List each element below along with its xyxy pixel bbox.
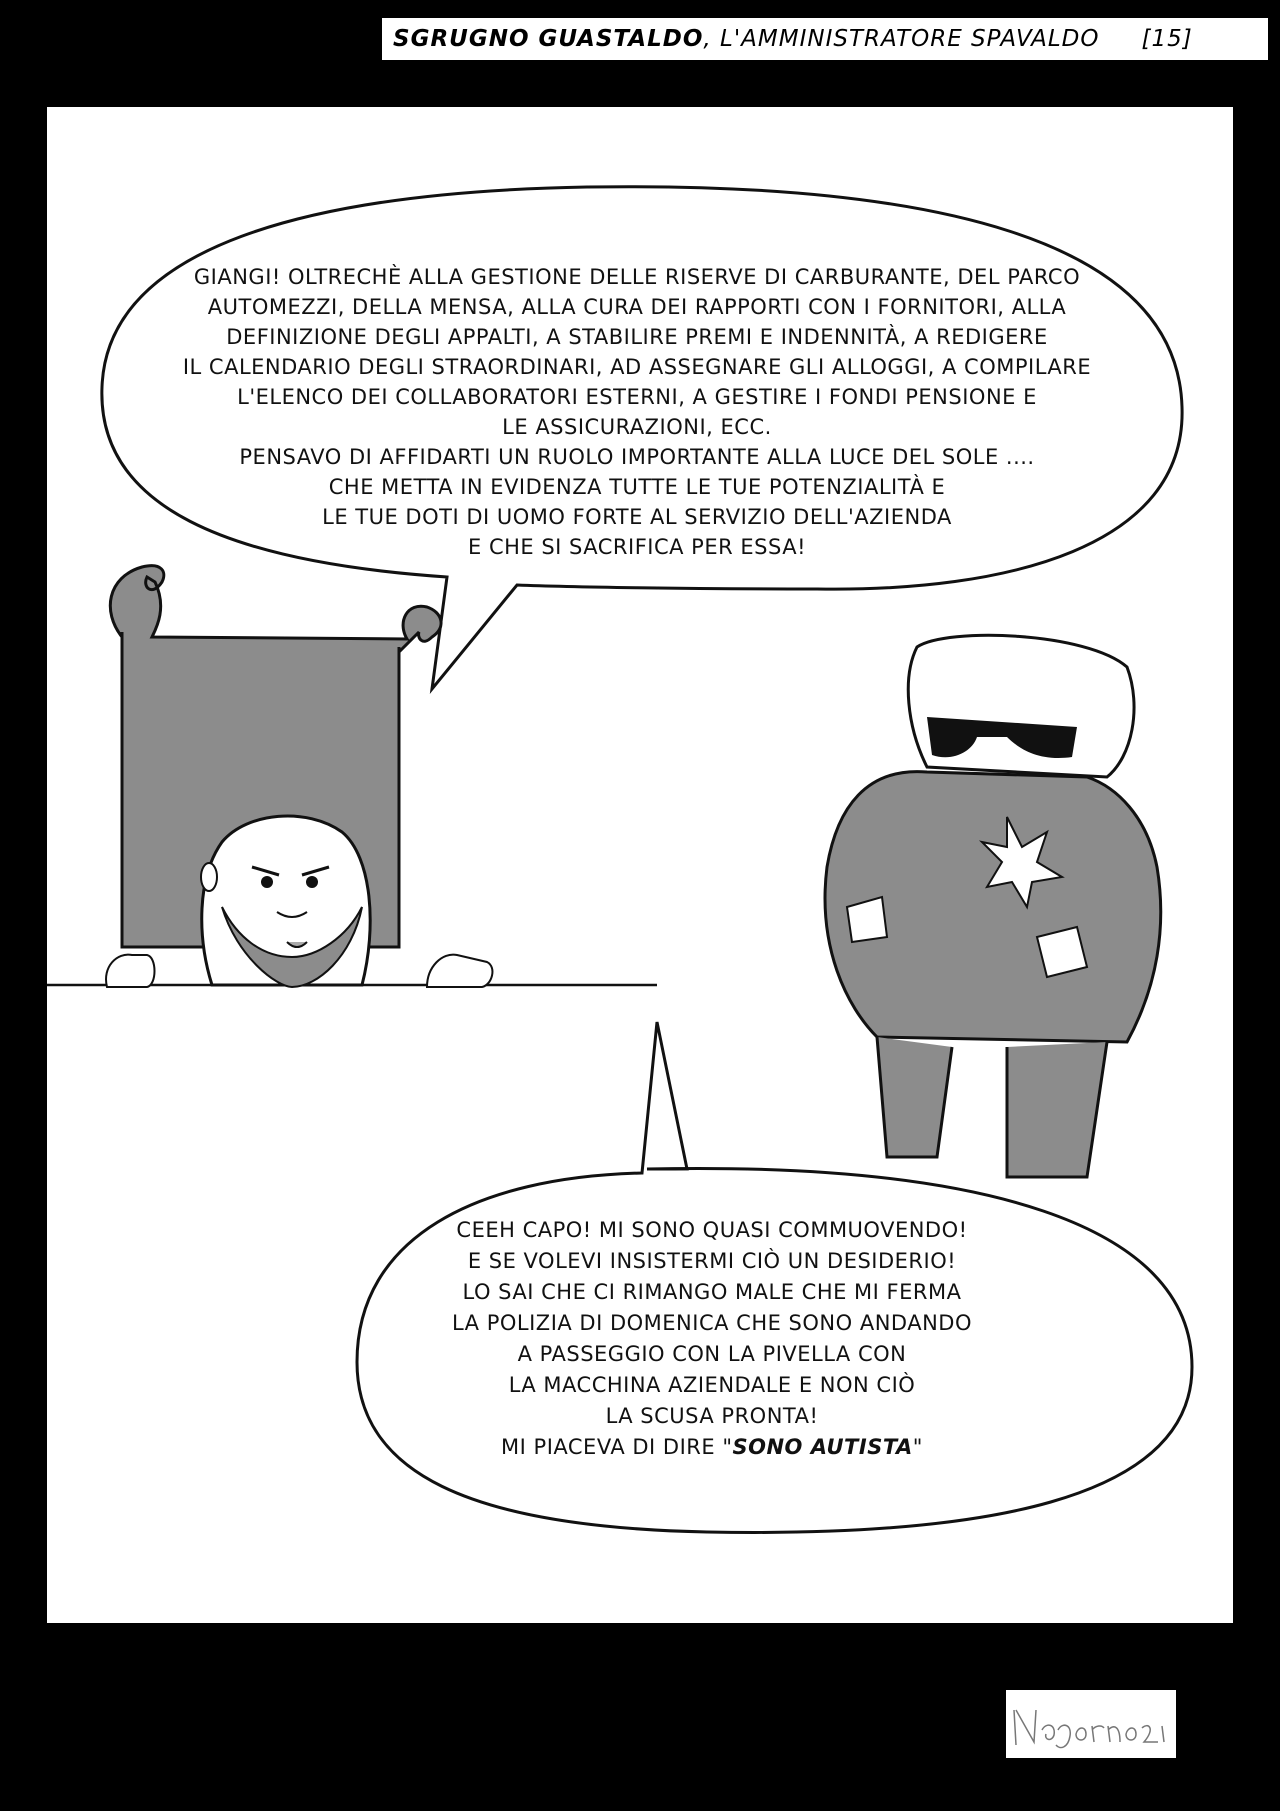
speech-line: LO SAI CHE CI RIMANGO MALE CHE MI FERMA xyxy=(462,1280,962,1304)
speech-line: GIANGI! OLTRECHÈ ALLA GESTIONE DELLE RISERVE DI CARBURANTE, DEL PARCO xyxy=(193,265,1081,289)
speech-line: DEFINIZIONE DEGLI APPALTI, A STABILIRE PREMI E INDENNITÀ, A REDIGERE xyxy=(226,325,1048,349)
comic-title: SGRUGNO GUASTALDO xyxy=(393,26,704,52)
speech-line: E CHE SI SACRIFICA PER ESSA! xyxy=(468,535,806,559)
artist-signature xyxy=(1006,1690,1176,1758)
speech-final-prefix: MI PIACEVA DI DIRE " xyxy=(501,1435,733,1459)
speech-line: PENSAVO DI AFFIDARTI UN RUOLO IMPORTANTE ALLA LUCE DEL SOLE .... xyxy=(239,445,1035,469)
speech-text-boss xyxy=(117,262,1157,562)
speech-line: A PASSEGGIO CON LA PIVELLA CON xyxy=(517,1342,907,1366)
speech-line: AUTOMEZZI, DELLA MENSA, ALLA CURA DEI RAPPORTI CON I FORNITORI, ALLA xyxy=(207,295,1067,319)
speech-line-final xyxy=(392,1432,1032,1463)
speech-line: E SE VOLEVI INSISTERMI CIÒ UN DESIDERIO! xyxy=(467,1249,957,1273)
speech-text-giangi xyxy=(392,1215,1032,1463)
speech-line: LE TUE DOTI DI UOMO FORTE AL SERVIZIO DELL'AZIENDA xyxy=(322,505,952,529)
speech-line: CHE METTA IN EVIDENZA TUTTE LE TUE POTENZIALITÀ E xyxy=(328,475,946,499)
speech-line: LA MACCHINA AZIENDALE E NON CIÒ xyxy=(508,1373,916,1397)
speech-line: CEEH CAPO! MI SONO QUASI COMMUOVENDO! xyxy=(456,1218,968,1242)
comic-panel xyxy=(47,107,1233,1623)
speech-line: LA SCUSA PRONTA! xyxy=(605,1404,819,1428)
speech-line: IL CALENDARIO DEGLI STRAORDINARI, AD ASSEGNARE GLI ALLOGGI, A COMPILARE xyxy=(182,355,1092,379)
signature-scribble xyxy=(1006,1690,1176,1758)
speech-final-emphasis: SONO AUTISTA xyxy=(732,1435,913,1459)
page-number: [15] xyxy=(1141,26,1193,52)
speech-line: LE ASSICURAZIONI, ECC. xyxy=(502,415,772,439)
comic-subtitle: , L'AMMINISTRATORE SPAVALDO xyxy=(703,26,1100,52)
speech-line: LA POLIZIA DI DOMENICA CHE SONO ANDANDO xyxy=(452,1311,972,1335)
speech-line: L'ELENCO DEI COLLABORATORI ESTERNI, A GESTIRE I FONDI PENSIONE E xyxy=(237,385,1037,409)
speech-final-suffix: " xyxy=(912,1435,923,1459)
giangi-character xyxy=(825,635,1161,1177)
comic-title-bar xyxy=(382,18,1268,60)
